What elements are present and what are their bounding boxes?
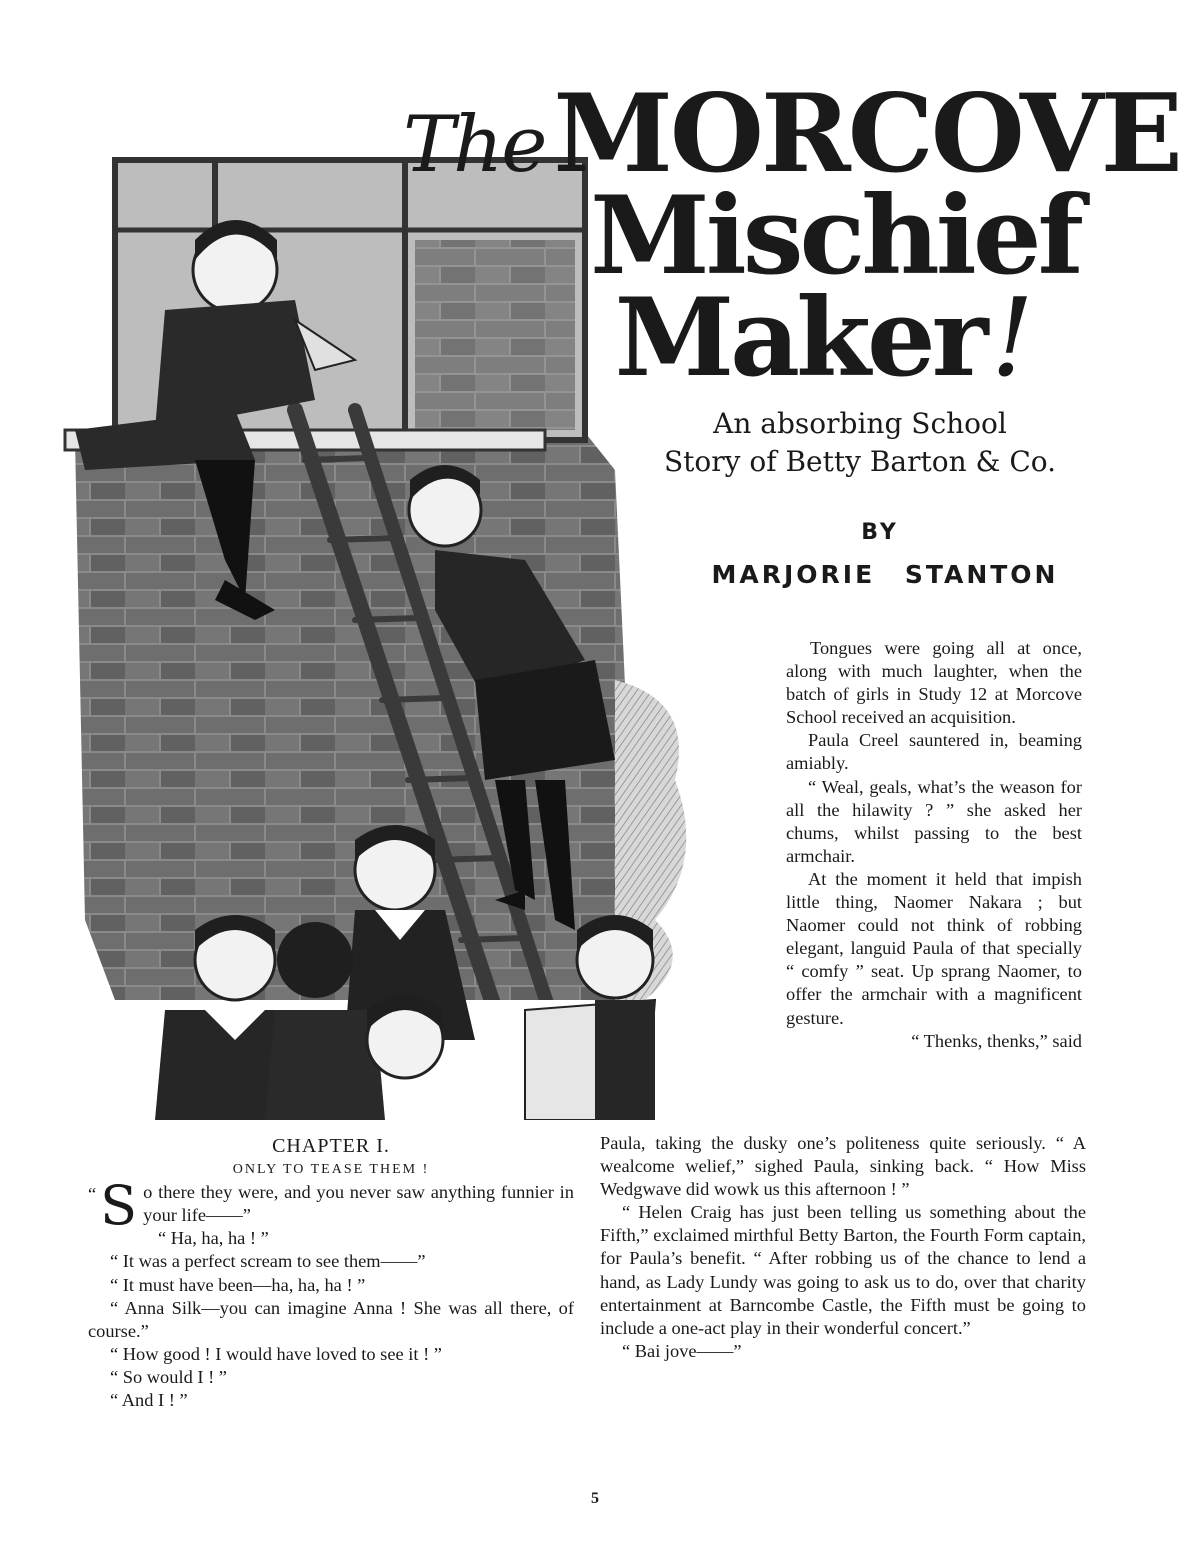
byline-author: MARJORIE STANTON (711, 560, 1059, 589)
page-number: 5 (591, 1490, 599, 1507)
title-maker: Maker (614, 275, 985, 401)
story-title (400, 71, 1180, 401)
dialogue-line: “ How good ! I would have loved to see it ! ” (110, 1343, 442, 1364)
byline-by: BY (861, 520, 899, 545)
dialogue-line: “ It was a perfect scream to see them——” (110, 1251, 426, 1272)
drop-cap: S (100, 1174, 138, 1238)
paragraph: “ Helen Craig has just been telling us something about the Fifth,” exclaimed mirthful Betty Barton, the Fourth Form captain, for Paula’s benefit. “ After robbing us of the chance to lend a hand, as Lady Lundy was going to ask us to do, over that charity entertainment at Barncombe Castle, the Fifth must be going to include a one-act play in their wonderful concert.” (600, 1202, 1086, 1338)
paragraph: Paula Creel sauntered in, beaming amiably. (786, 730, 1082, 774)
paragraph: At the moment it held that impish little thing, Naomer Nakara ; but Naomer could not think of robbing elegant, languid Paula of that specially “ comfy ” seat. Up sprang Naomer, to offer the armchair with a magnificent gesture. (786, 868, 1082, 1028)
paragraph: “ Bai jove——” (622, 1340, 742, 1361)
paragraph: “ Weal, geals, what’s the weason for all the hilawity ? ” she asked her chums, whilst passing to the best armchair. (786, 776, 1082, 866)
dialogue-line: “ Ha, ha, ha ! ” (158, 1228, 269, 1249)
title-line-1 (400, 71, 1180, 197)
subtitle-line-2: Story of Betty Barton & Co. (663, 445, 1057, 478)
dialogue-line: “ So would I ! ” (110, 1366, 227, 1387)
middle-text-column (600, 1132, 1086, 1363)
right-text-column (786, 637, 1082, 1053)
chapter-column (88, 1135, 574, 1412)
chapter-heading: CHAPTER I. (272, 1135, 390, 1157)
title-the: The (402, 100, 546, 190)
subtitle-line-1: An absorbing School (713, 407, 1007, 440)
story-subtitle (640, 405, 1080, 481)
paragraph: “ Thenks, thenks,” said (911, 1030, 1082, 1051)
first-paragraph-text: o there they were, and you never saw anything funnier in your life——” (143, 1182, 574, 1226)
title-morcove: MORCOVE (553, 71, 1180, 197)
title-exclamation: ! (990, 276, 1030, 401)
paragraph: Tongues were going all at once, along with much laughter, when the batch of girls in Study 12 at Morcove School received an acquisition. (786, 638, 1082, 728)
title-line-3 (400, 275, 1180, 401)
dialogue-line: “ And I ! ” (110, 1390, 188, 1411)
dialogue-line: “ It must have been—ha, ha, ha ! ” (110, 1274, 366, 1295)
dialogue-line: “ Anna Silk—you can imagine Anna ! She was all there, of course.” (88, 1297, 574, 1341)
chapter-subheading: ONLY TO TEASE THEM ! (232, 1162, 430, 1178)
title-mischief: Mischief (590, 173, 1080, 299)
open-quote: “ (88, 1184, 97, 1205)
paragraph-continuation: Paula, taking the dusky one’s politeness quite seriously. “ A wealcome welief,” sighed Paula, sinking back. “ How Miss Wedgwave did wowk us this afternoon ! ” (600, 1133, 1086, 1200)
chapter-first-paragraph (88, 1174, 574, 1238)
